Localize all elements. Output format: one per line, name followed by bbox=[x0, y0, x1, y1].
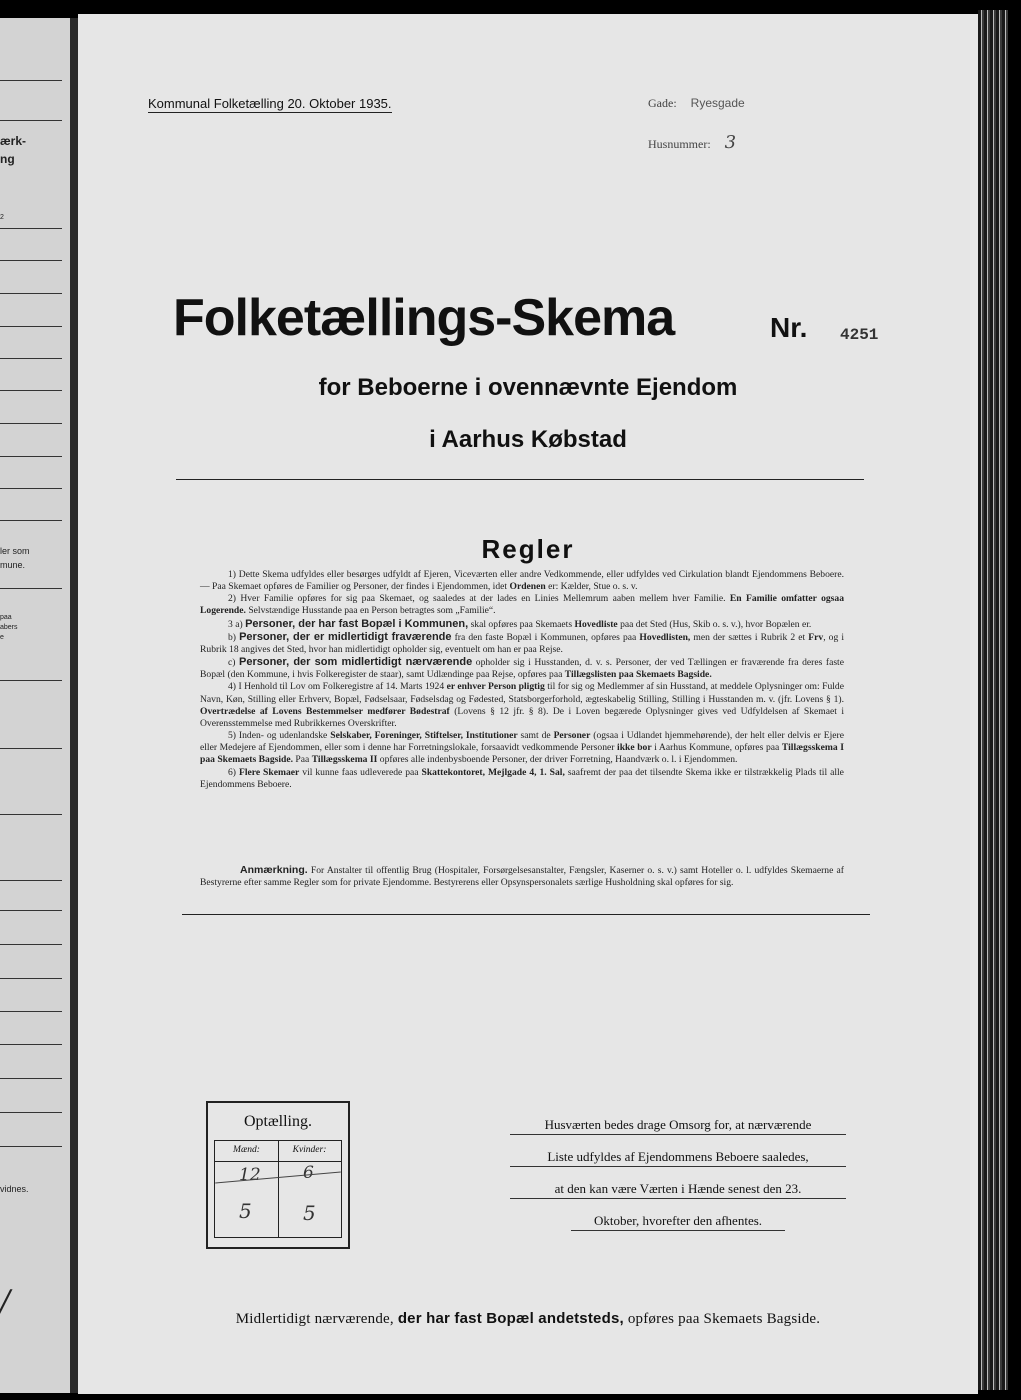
count-box bbox=[206, 1101, 350, 1249]
rule-6: 6) Flere Skemaer vil kunne faas udleverede paa Skattekontoret, Mejlgade 4, 1. Sal, saafremt der paa det tilsendte Skema ikke er tilstrækkelig Plads til alle Ejendommens Beboere. bbox=[200, 766, 844, 790]
rule-3c: c) Personer, der som midlertidigt nærværende opholder sig i Husstanden, d. v. s. Personer, der ved Tællingen er fraværende fra deres faste Bopæl (den Kommune, i hvis Folkeregister de staar), samt Udlændinge paa Rejse, opføres paa Tillægslisten paa Skemaets Bagside. bbox=[200, 656, 844, 681]
footer-note: Midlertidigt nærværende, der har fast Bopæl andetsteds, opføres paa Skemaets Bagside. bbox=[235, 1310, 821, 1327]
remark-text: For Anstalter til offentlig Brug (Hospitaler, Forsørgelsesanstalter, Fængsler, Kaserner o. s. v.) samt Hoteller o. l. udfyldes Skemaerne af Bestyrerne efter samme Regler som for private Ejendomme. Bestyrerens eller Opsynspersonalets særlige Husholdning skal opføres for sig. bbox=[200, 865, 844, 889]
rule-3a: 3 a) Personer, der har fast Bopæl i Kommunen, skal opføres paa Skemaets Hovedliste paa det Sted (Hus, Skib o. s. v.), hvor Bopælen er. bbox=[228, 617, 812, 630]
rules-heading: Regler bbox=[481, 534, 575, 564]
house-number-label: Husnummer: bbox=[648, 137, 711, 151]
notice-line-1: Husværten bedes drage Omsorg for, at nærværende bbox=[510, 1117, 846, 1135]
notice-line-3: at den kan være Værten i Hænde senest den 23. bbox=[510, 1181, 846, 1199]
women-count-struck: 6 bbox=[303, 1163, 314, 1183]
women-count: 5 bbox=[303, 1201, 316, 1225]
census-form-page bbox=[78, 14, 978, 1394]
left-fragment-4: ler som bbox=[0, 546, 30, 556]
rules-text bbox=[200, 569, 844, 791]
street-label: Gade: bbox=[648, 96, 677, 110]
rule-5: 5) Inden- og udenlandske Selskaber, Foreninger, Stiftelser, Institutioner samt de Personer (ogsaa i Udlandet hjemmehørende), der helt eller delvis er Ejere eller Medejere af Ejendommen, eller som i denne har Forretningslokale, forsaavidt vedkommende Personer ikke bor i Aarhus Kommune, opføres paa Tillægsskema I paa Skemaets Bagside. Paa Tillægsskema II opføres alle indenbysboende Personer, der driver Forretning, Haandværk o. l. i Ejendommen. bbox=[200, 730, 845, 766]
remark-label: Anmærkning. bbox=[240, 864, 308, 876]
rule-4: 4) I Henhold til Lov om Folkeregistre af 14. Marts 1924 er enhver Person pligtig til for sig og Medlemmer af sin Husstand, at meddele Oplysninger om: Fulde Navn, Køn, Stilling eller Erhverv, Bopæl, Fødselsaar, Fødselsdag og Fødested, Statsborgerforhold, ægteskabelig Stilling, Stilling i Husstanden m. v. (jfr. Lovens § 1). Overtrædelse af Lovens Bestemmelser medfører Bødestraf (Lovens § 12 jfr. § 8). De i Loven begærede Oplysninger gives ved Udfyldelsen af Skemaet i Overensstemmelse med Rubrikkernes Overskrifter. bbox=[200, 681, 845, 729]
page-edges bbox=[978, 10, 1008, 1390]
notice-line-2: Liste udfyldes af Ejendommens Beboere saaledes, bbox=[510, 1149, 846, 1167]
rule-3b: b) Personer, der er midlertidigt fraværende fra den faste Bopæl i Kommunen, opføres paa Hovedlisten, men der sættes i Rubrik 2 et Frv, og i Rubrik 18 angives det Sted, hvor han midlertidigt opholder sig, eventuelt om han er paa Rejse. bbox=[200, 630, 845, 655]
form-number-value: 4251 bbox=[840, 326, 879, 344]
left-fragment-8: e bbox=[0, 634, 4, 641]
men-label: Mænd: bbox=[233, 1145, 260, 1155]
women-label: Kvinder: bbox=[292, 1145, 327, 1155]
left-fragment-6: paa bbox=[0, 614, 12, 621]
left-fragment-2: ng bbox=[0, 152, 15, 166]
street-row bbox=[648, 96, 745, 111]
left-page-fragment bbox=[0, 18, 72, 1393]
count-table bbox=[214, 1140, 342, 1238]
count-box-title: Optælling. bbox=[243, 1113, 312, 1130]
divider-top bbox=[176, 479, 864, 480]
left-fragment-9: vidnes. bbox=[0, 1184, 29, 1194]
left-fragment-7: abers bbox=[0, 624, 18, 631]
form-subtitle: for Beboerne i ovennævnte Ejendom bbox=[318, 374, 738, 401]
divider-bottom bbox=[182, 914, 870, 915]
notice-line-4: Oktober, hvorefter den afhentes. bbox=[571, 1213, 785, 1231]
rule-1: 1) Dette Skema udfyldes eller besørges udfyldt af Ejeren, Viceværten eller andre Vedkommende, eller udfyldes ved Cirkulation blandt Ejendommens Beboere. — Paa Skemaet opføres de Familier og Personer, der findes i Ejendommen, idet Ordenen er: Kælder, Stue o. s. v. bbox=[200, 569, 844, 593]
book-gutter bbox=[70, 18, 78, 1393]
landlord-notice bbox=[510, 1117, 846, 1231]
form-title: Folketællings-Skema bbox=[173, 289, 675, 347]
house-number-row bbox=[648, 132, 736, 153]
house-number-value: 3 bbox=[724, 132, 737, 153]
left-fragment-3: 2 bbox=[0, 214, 4, 221]
form-subtitle-city: i Aarhus Købstad bbox=[429, 426, 627, 453]
men-count: 5 bbox=[239, 1199, 252, 1223]
left-fragment-5: mune. bbox=[0, 560, 26, 570]
form-number-label: Nr. bbox=[770, 312, 808, 343]
left-fragment-1: ærk- bbox=[0, 134, 27, 148]
men-count-struck: 12 bbox=[239, 1165, 261, 1185]
left-fragment-mark: / bbox=[0, 1284, 11, 1319]
remark-note bbox=[200, 864, 844, 889]
rule-2: 2) Hver Familie opføres for sig paa Skemaet, og saaledes at der lades en Linies Mellemrum aaben mellem hver Familie. En Familie omfatter ogsaa Logerende. Selvstændige Husstande paa en Person betragtes som „Familie“. bbox=[200, 593, 844, 617]
street-value: Ryesgade bbox=[690, 96, 745, 110]
census-title: Kommunal Folketælling 20. Oktober 1935. bbox=[148, 96, 392, 111]
